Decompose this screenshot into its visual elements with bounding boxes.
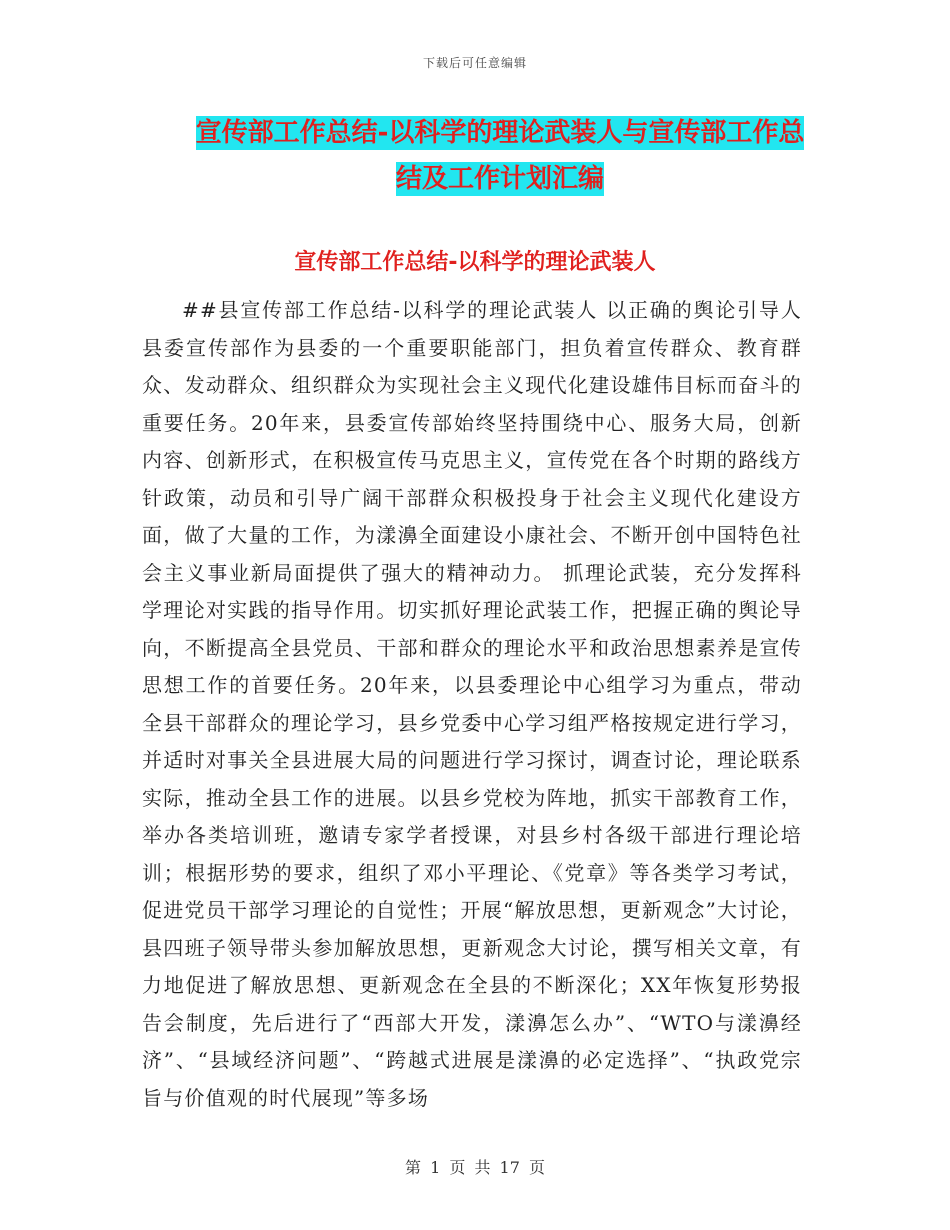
body-paragraph: ##县宣传部工作总结-以科学的理论武装人 以正确的舆论引导人 县委宣传部作为县委的一个重要职能部门，担负着宣传群众、教育群众、发动群众、组织群众为实现社会主义现代化建设雄伟目标而奋斗的重要任务。20年来，县委宣传部始终坚持围绕中心、服务大局，创新内容、创新形式，在积极宣传马克思主义，宣传党在各个时期的路线方针政策，动员和引导广阔干部群众积极投身于社会主义现代化建设方面，做了大量的工作，为漾濞全面建设小康社会、不断开创中国特色社会主义事业新局面提供了强大的精神动力。 抓理论武装，充分发挥科学理论对实践的指导作用。切实抓好理论武装工作，把握正确的舆论导向，不断提高全县党员、干部和群众的理论水平和政治思想素养是宣传思想工作的首要任务。20年来，以县委理论中心组学习为重点，带动全县干部群众的理论学习，县乡党委中心学习组严格按规定进行学习，并适时对事关全县进展大局的问题进行学习探讨，调查讨论，理论联系实际，推动全县工作的进展。以县乡党校为阵地，抓实干部教育工作，举办各类培训班，邀请专家学者授课，对县乡村各级干部进行理论培训；根据形势的要求，组织了邓小平理论、《党章》等各类学习考试，促进党员干部学习理论的自觉性；开展“解放思想，更新观念”大讨论，县四班子领导带头参加解放思想，更新观念大讨论，撰写相关文章，有力地促进了解放思想、更新观念在全县的不断深化；XX年恢复形势报告会制度，先后进行了“西部大开发，漾濞怎么办”、“WTO与漾濞经济”、“县域经济问题”、“跨越式进展是漾濞的必定选择”、“执政党宗旨与价值观的时代展现”等多场 [142, 298, 802, 1110]
document-title-line1: 宣传部工作总结-以科学的理论武装人与宣传部工作总 [195, 118, 805, 148]
page-number: 第 1 页 共 17 页 [405, 1158, 545, 1177]
section-title: 宣传部工作总结-以科学的理论武装人 [294, 250, 656, 275]
document-title-line2: 结及工作计划汇编 [395, 164, 604, 194]
header-note: 下载后可任意编辑 [422, 56, 527, 70]
document-title [140, 110, 860, 202]
